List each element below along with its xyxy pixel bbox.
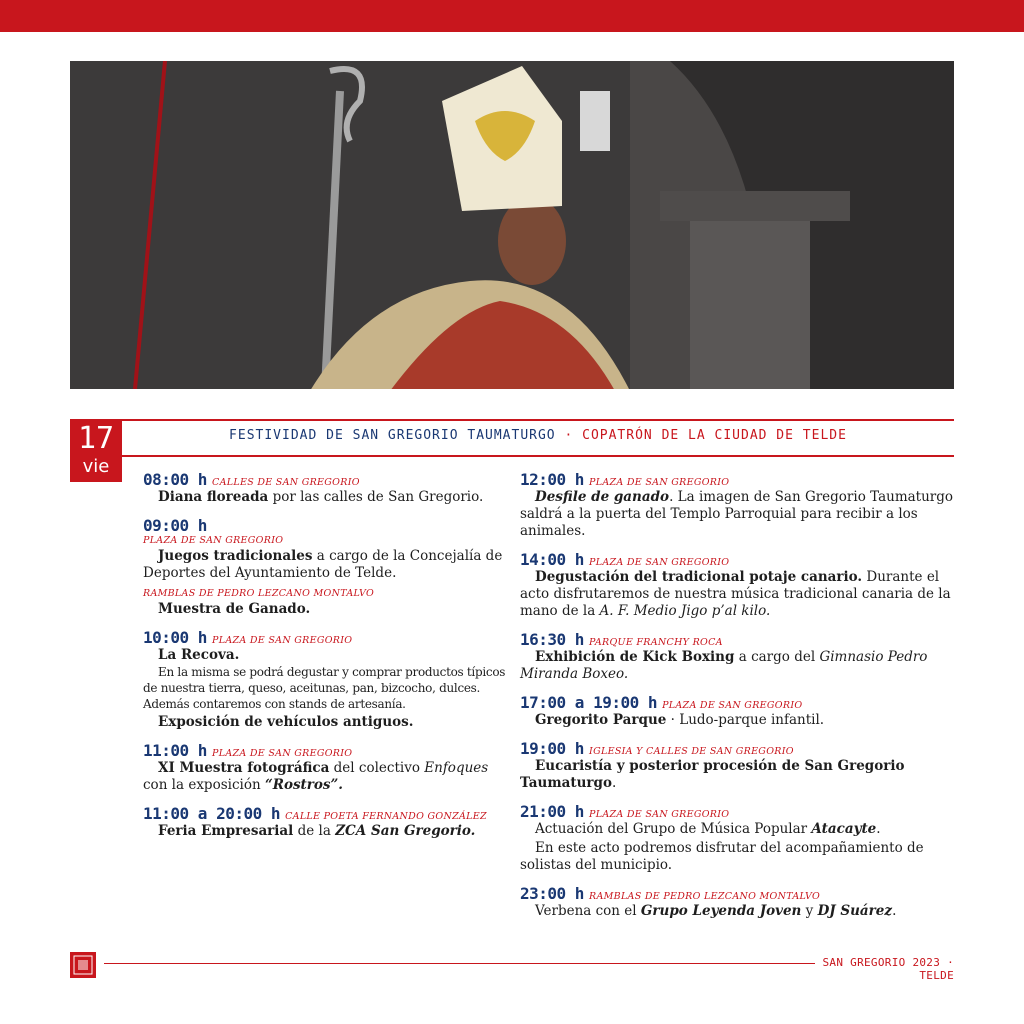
event-place: PLAZA DE SAN GREGORIO	[662, 700, 803, 711]
event-gym: Gimnasio Pedro Miranda Boxeo.	[520, 649, 928, 682]
event-0800	[143, 470, 513, 506]
event-desc: por las calles de San Gregorio.	[268, 489, 484, 505]
event-2300	[520, 884, 955, 920]
event-org: ZCA San Gregorio.	[335, 823, 476, 839]
event-desc: de la	[293, 823, 336, 839]
event-title: Diana floreada	[158, 489, 269, 505]
event-1630	[520, 630, 955, 683]
event-time: 11:00 h	[143, 741, 207, 760]
event-place: RAMBLAS DE PEDRO LEZCANO MONTALVO	[589, 891, 821, 902]
event-0900	[143, 516, 513, 618]
event-time: 21:00 h	[520, 802, 584, 821]
event-desc-2: y	[801, 903, 818, 919]
event-time: 11:00 a 20:00 h	[143, 804, 280, 823]
day-weekday: vie	[82, 456, 110, 477]
event-time: 16:30 h	[520, 630, 584, 649]
header-subtitle: COPATRÓN DE LA CIUDAD DE TELDE	[582, 428, 847, 443]
event-dj: DJ Suárez	[817, 903, 893, 919]
event-desc-2: con la exposición	[143, 777, 265, 793]
event-desc: · Ludo-parque infantil.	[666, 712, 825, 728]
event-desc-end: .	[892, 903, 897, 919]
event-title: Eucaristía y posterior procesión de San Gregorio Taumaturgo	[520, 758, 905, 791]
event-time: 19:00 h	[520, 739, 584, 758]
event-exhibit: “Rostros”.	[264, 777, 343, 793]
event-collective: Enfoques	[424, 760, 489, 776]
event-desc: a cargo de la Concejalía de Deportes del Ayuntamiento de Telde.	[143, 548, 503, 581]
header-bottom-rule	[122, 455, 954, 457]
event-place-2: RAMBLAS DE PEDRO LEZCANO MONTALVO	[143, 588, 375, 599]
event-desc: Actuación del Grupo de Música Popular	[535, 821, 812, 837]
event-desc: del colectivo	[329, 760, 425, 776]
event-title: Juegos tradicionales	[158, 548, 313, 564]
statue-illustration	[70, 61, 954, 389]
event-2100	[520, 802, 955, 874]
schedule-left-column	[143, 470, 513, 840]
event-title: XI Muestra fotográfica	[158, 760, 330, 776]
schedule-right-column	[520, 470, 955, 920]
event-group: A. F. Medio Jigo p’al kilo.	[599, 603, 771, 619]
event-desc: En la misma se podrá degustar y comprar productos típicos de nuestra tierra, queso, aceitunas, pan, bizcocho, dulces. Además contaremos con stands de artesanía.	[143, 665, 506, 711]
event-title: Exhibición de Kick Boxing	[535, 649, 735, 665]
event-place: PLAZA DE SAN GREGORIO	[212, 748, 353, 759]
event-group: Grupo Leyenda Joven	[640, 903, 802, 919]
event-desc: .	[611, 775, 617, 791]
event-1000	[143, 628, 513, 731]
event-1200	[520, 470, 955, 540]
day-badge	[70, 419, 122, 482]
event-title: Feria Empresarial	[158, 823, 294, 839]
event-title: Desfile de ganado	[535, 489, 670, 505]
event-1700-1900	[520, 693, 955, 729]
event-group: Atacayte	[811, 821, 877, 837]
event-place: IGLESIA Y CALLES DE SAN GREGORIO	[589, 746, 794, 757]
event-time: 17:00 a 19:00 h	[520, 693, 657, 712]
event-place: PLAZA DE SAN GREGORIO	[589, 557, 730, 568]
event-time: 14:00 h	[520, 550, 584, 569]
event-time: 10:00 h	[143, 628, 207, 647]
event-desc: Durante el acto disfrutaremos de nuestra música tradicional canaria de la mano de la	[520, 569, 951, 619]
event-place: CALLE POETA FERNANDO GONZÁLEZ	[285, 811, 487, 822]
event-1100-2000	[143, 804, 513, 840]
event-time: 08:00 h	[143, 470, 207, 489]
event-time: 12:00 h	[520, 470, 584, 489]
event-place: PARQUE FRANCHY ROCA	[589, 637, 723, 648]
telde-logo-icon	[70, 952, 96, 978]
event-place: PLAZA DE SAN GREGORIO	[589, 809, 730, 820]
event-desc: a cargo del	[734, 649, 820, 665]
event-place: CALLES DE SAN GREGORIO	[212, 477, 360, 488]
header-top-rule	[122, 419, 954, 421]
header-title: FESTIVIDAD DE SAN GREGORIO TAUMATURGO	[229, 428, 556, 443]
event-place: PLAZA DE SAN GREGORIO	[589, 477, 730, 488]
event-header	[122, 428, 954, 443]
event-title-2: Exposición de vehículos antiguos.	[158, 714, 414, 730]
event-1900	[520, 739, 955, 792]
top-bar	[0, 0, 1024, 32]
footer-rule	[104, 963, 815, 964]
event-desc: Verbena con el	[535, 903, 641, 919]
header-separator: ·	[564, 428, 574, 443]
event-1100	[143, 741, 513, 794]
event-title: Gregorito Parque	[535, 712, 667, 728]
event-1400	[520, 550, 955, 620]
saint-statue-photo	[70, 61, 954, 389]
event-title-2: Muestra de Ganado.	[158, 601, 311, 617]
event-place: PLAZA DE SAN GREGORIO	[212, 635, 353, 646]
day-number: 17	[77, 421, 115, 456]
event-desc: . La imagen de San Gregorio Taumaturgo saldrá a la puerta del Templo Parroquial para recibir a los animales.	[520, 489, 954, 539]
event-time: 09:00 h	[143, 516, 207, 535]
event-title: La Recova.	[158, 647, 240, 663]
event-title: Degustación del tradicional potaje canario.	[535, 569, 863, 585]
event-desc-end: .	[876, 821, 881, 837]
event-desc-2: En este acto podremos disfrutar del acompañamiento de solistas del municipio.	[520, 840, 924, 873]
event-time: 23:00 h	[520, 884, 584, 903]
footer-label: SAN GREGORIO 2023 · TELDE	[822, 956, 954, 982]
event-place: PLAZA DE SAN GREGORIO	[143, 535, 284, 546]
